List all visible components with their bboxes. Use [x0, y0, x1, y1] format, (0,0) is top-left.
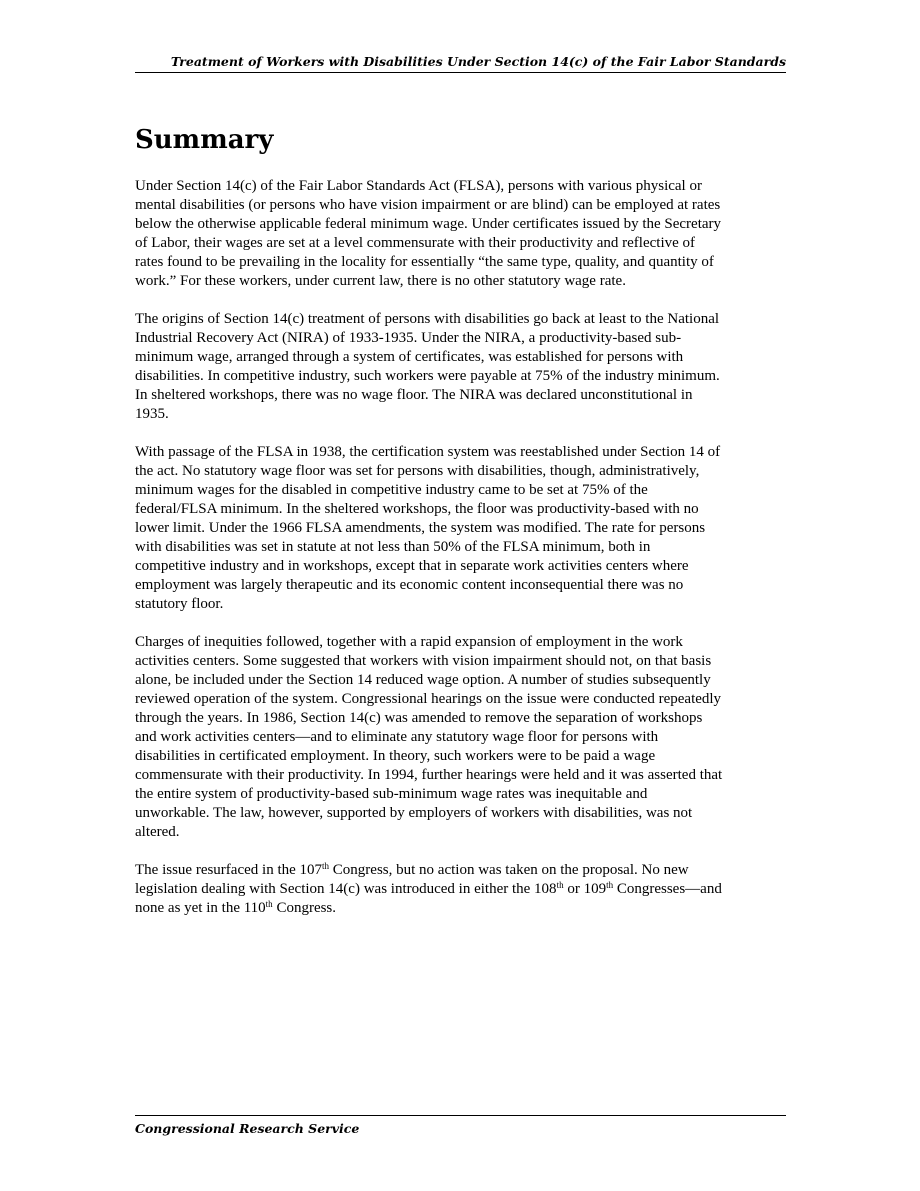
- text-line: disabilities in certificated employment. In theory, such workers were to be paid a wage: [135, 748, 656, 764]
- text-line: 1935.: [135, 406, 169, 422]
- text-line: With passage of the FLSA in 1938, the certification system was reestablished under Section 14 of: [135, 444, 721, 460]
- text-line: The origins of Section 14(c) treatment of persons with disabilities go back at least to the National: [135, 311, 720, 327]
- text-line: minimum wage, arranged through a system of certificates, was established for persons with: [135, 349, 684, 365]
- text-line: [135, 880, 795, 899]
- paragraph-4: [135, 633, 795, 842]
- text-fragment: or 109: [563, 881, 607, 897]
- paragraph-5: [135, 861, 795, 918]
- text-line: mental disabilities (or persons who have vision impairment or are blind) can be employed at rates: [135, 197, 721, 213]
- text-line: below the otherwise applicable federal minimum wage. Under certificates issued by the Secretary: [135, 216, 722, 232]
- section-title: Summary: [135, 125, 274, 155]
- ordinal-suffix: th: [606, 880, 614, 890]
- text-fragment: none as yet in the 110: [135, 900, 266, 916]
- text-line: minimum wages for the disabled in competitive industry came to be set at 75% of the: [135, 482, 648, 498]
- text-line: competitive industry and in workshops, except that in separate work activities centers where: [135, 558, 689, 574]
- text-line: commensurate with their productivity. In 1994, further hearings were held and it was asserted that: [135, 767, 723, 783]
- text-line: of Labor, their wages are set at a level commensurate with their productivity and reflective of: [135, 235, 696, 251]
- text-line: In sheltered workshops, there was no wage floor. The NIRA was declared unconstitutional in: [135, 387, 693, 403]
- text-line: with disabilities was set in statute at not less than 50% of the FLSA minimum, both in: [135, 539, 651, 555]
- footer-source: Congressional Research Service: [135, 1121, 360, 1136]
- footer-rule: [135, 1115, 786, 1116]
- text-line: [135, 899, 795, 918]
- ordinal-suffix: th: [556, 880, 564, 890]
- text-fragment: Congress, but no action was taken on the proposal. No new: [329, 862, 689, 878]
- text-fragment: Congresses—and: [613, 881, 722, 897]
- text-line: work.” For these workers, under current law, there is no other statutory wage rate.: [135, 273, 626, 289]
- ordinal-suffix: th: [265, 899, 273, 909]
- ordinal-suffix: th: [322, 861, 330, 871]
- text-line: Industrial Recovery Act (NIRA) of 1933-1935. Under the NIRA, a productivity-based sub-: [135, 330, 682, 346]
- text-line: Under Section 14(c) of the Fair Labor Standards Act (FLSA), persons with various physical or: [135, 178, 702, 194]
- paragraph-3: [135, 443, 795, 614]
- text-line: reviewed operation of the system. Congressional hearings on the issue were conducted repeatedly: [135, 691, 722, 707]
- text-line: the act. No statutory wage floor was set for persons with disabilities, though, administratively,: [135, 463, 700, 479]
- text-line: rates found to be prevailing in the locality for essentially “the same type, quality, and quantity of: [135, 254, 714, 270]
- text-line: alone, be included under the Section 14 reduced wage option. A number of studies subsequently: [135, 672, 711, 688]
- text-line: lower limit. Under the 1966 FLSA amendments, the system was modified. The rate for persons: [135, 520, 706, 536]
- text-fragment: Congress.: [272, 900, 337, 916]
- paragraph-1: [135, 177, 795, 291]
- paragraph-2: [135, 310, 795, 424]
- text-line: [135, 861, 795, 880]
- text-line: Charges of inequities followed, together with a rapid expansion of employment in the work: [135, 634, 683, 650]
- text-line: through the years. In 1986, Section 14(c) was amended to remove the separation of workshops: [135, 710, 703, 726]
- text-line: unworkable. The law, however, supported by employers of workers with disabilities, was not: [135, 805, 693, 821]
- summary-body: [135, 177, 795, 937]
- text-line: federal/FLSA minimum. In the sheltered workshops, the floor was productivity-based with no: [135, 501, 699, 517]
- text-line: disabilities. In competitive industry, such workers were payable at 75% of the industry minimum.: [135, 368, 720, 384]
- text-line: and work activities centers—and to eliminate any statutory wage floor for persons with: [135, 729, 659, 745]
- header-rule: [135, 72, 786, 73]
- text-line: statutory floor.: [135, 596, 224, 612]
- text-line: the entire system of productivity-based sub-minimum wage rates was inequitable and: [135, 786, 648, 802]
- text-fragment: The issue resurfaced in the 107: [135, 862, 323, 878]
- text-line: activities centers. Some suggested that workers with vision impairment should not, on that basis: [135, 653, 712, 669]
- text-line: employment was largely therapeutic and its economic content inconsequential there was no: [135, 577, 684, 593]
- text-line: altered.: [135, 824, 180, 840]
- text-fragment: legislation dealing with Section 14(c) was introduced in either the 108: [135, 881, 557, 897]
- running-header: Treatment of Workers with Disabilities Under Section 14(c) of the Fair Labor Standards: [170, 54, 786, 69]
